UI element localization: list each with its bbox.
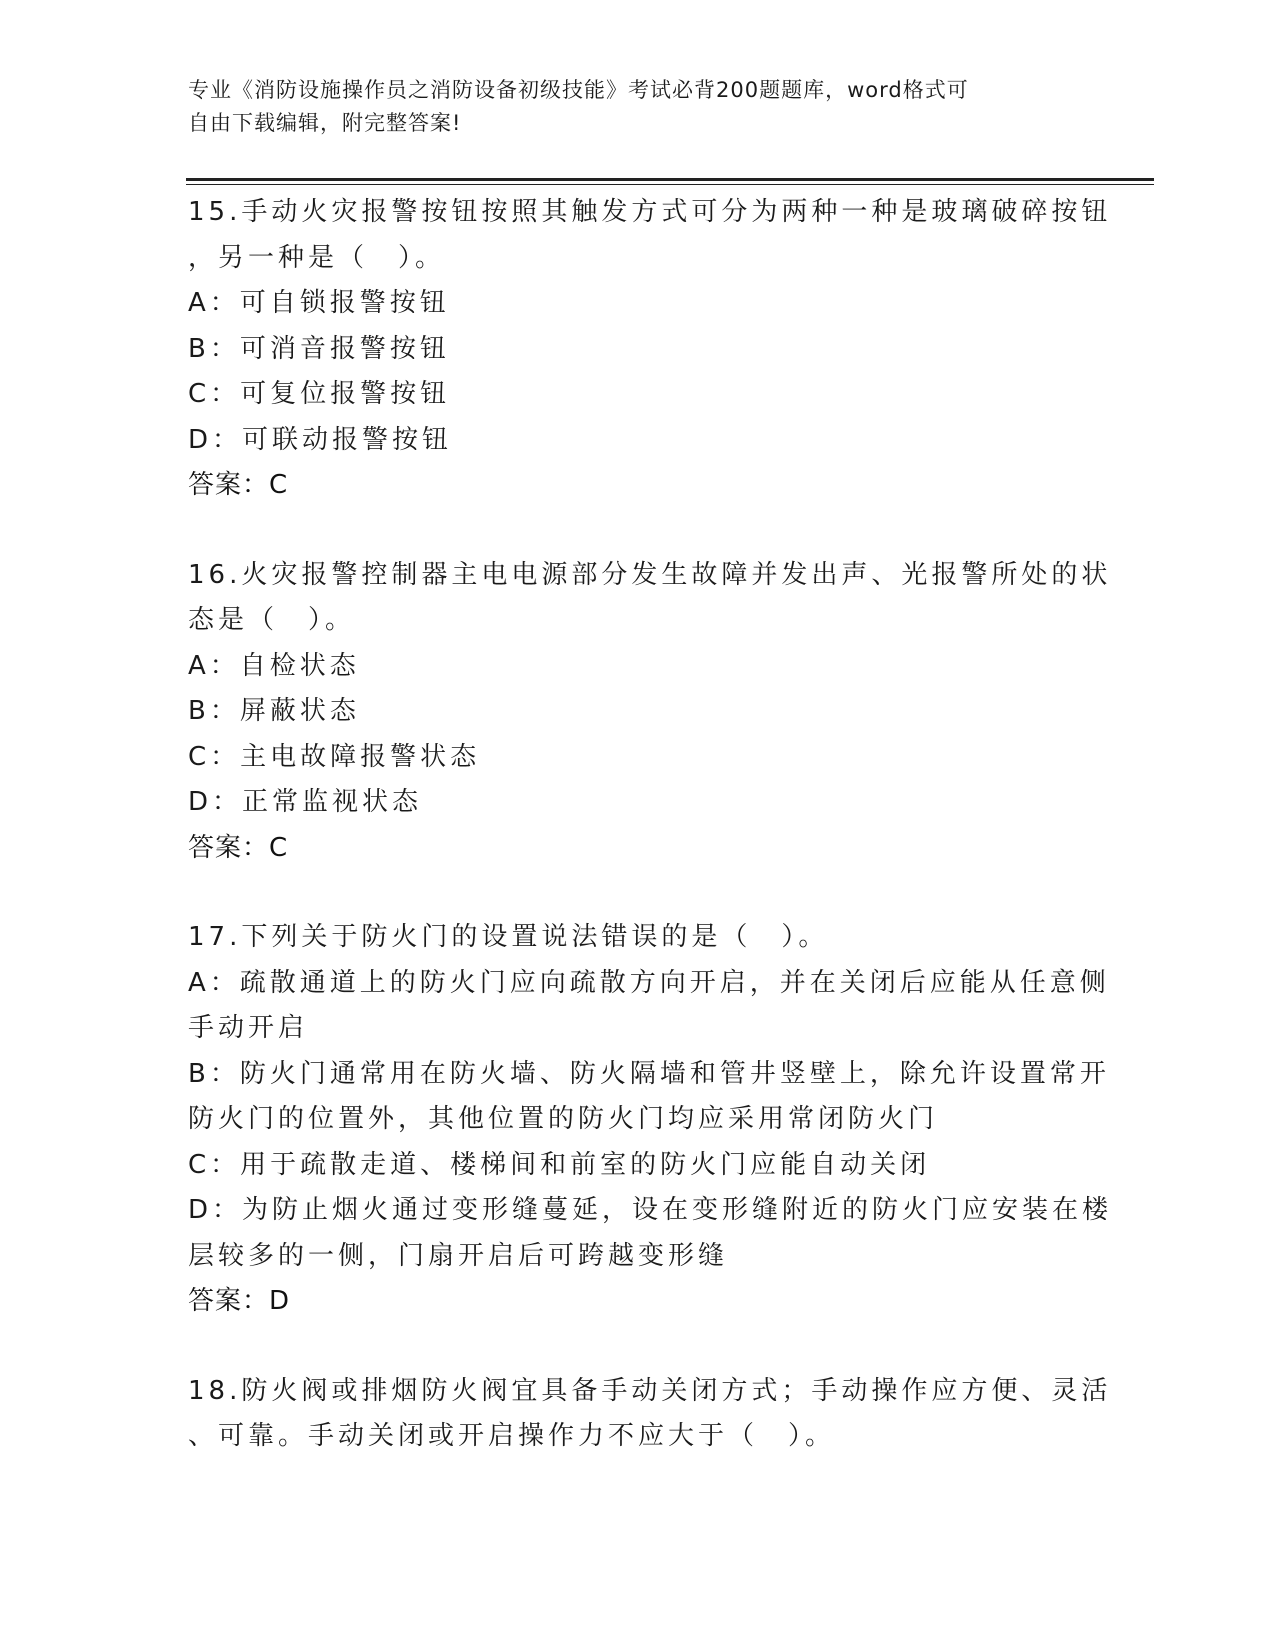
question-16 [188,553,1112,872]
question-text-line: 15.手动火灾报警按钮按照其触发方式可分为两种一种是玻璃破碎按钮 [188,197,1112,227]
header-divider-thick [186,178,1154,181]
option-d-continued: 层较多的一侧，门扇开启后可跨越变形缝 [188,1240,729,1271]
question-text-line: ，另一种是（ ）。 [188,242,446,273]
header-divider-thin [186,184,1154,185]
question-text-line: 、可靠。手动关闭或开启操作力不应大于（ ）。 [188,1421,836,1451]
question-text-line: 18.防火阀或排烟防火阀宜具备手动关闭方式；手动操作应方便、灵活 [188,1375,1112,1406]
document-header [188,74,1068,140]
header-line: 专业《消防设施操作员之消防设备初级技能》考试必背200题题库，word格式可 [188,78,969,102]
question-18 [188,1369,1112,1460]
option-a: A：可自锁报警按钮 [188,288,450,318]
option-c: C：可复位报警按钮 [188,379,451,409]
answer-text: 答案：C [188,470,289,500]
option-d: D：可联动报警按钮 [188,424,453,455]
option-b: B：屏蔽状态 [188,696,360,726]
option-d: D：为防止烟火通过变形缝蔓延，设在变形缝附近的防火门应安装在楼 [188,1195,1113,1225]
question-spacer [188,1325,1078,1369]
question-15 [188,190,1112,509]
question-17 [188,915,1113,1325]
answer-text: 答案：D [188,1286,291,1316]
question-text-line: 态是（ ）。 [188,605,356,635]
option-a-continued: 手动开启 [188,1013,309,1043]
question-text-line: 17.下列关于防火门的设置说法错误的是（ ）。 [188,922,829,952]
option-b-continued: 防火门的位置外，其他位置的防火门均应采用常闭防火门 [188,1104,939,1134]
option-a: A：自检状态 [188,650,360,681]
question-list [188,190,1113,1460]
header-line: 自由下载编辑，附完整答案! [188,111,462,135]
option-b: B：防火门通常用在防火墙、防火隔墙和管井竖壁上，除允许设置常开 [188,1058,1110,1089]
question-spacer [188,509,1078,553]
option-c: C：用于疏散走道、楼梯间和前室的防火门应能自动关闭 [188,1149,931,1180]
option-b: B：可消音报警按钮 [188,333,450,364]
answer-text: 答案：C [188,832,289,863]
question-text-line: 16.火灾报警控制器主电电源部分发生故障并发出声、光报警所处的状 [188,559,1112,590]
option-a: A：疏散通道上的防火门应向疏散方向开启，并在关闭后应能从任意侧 [188,967,1110,998]
option-c: C：主电故障报警状态 [188,741,481,772]
option-d: D：正常监视状态 [188,787,423,817]
question-spacer [188,871,1078,915]
